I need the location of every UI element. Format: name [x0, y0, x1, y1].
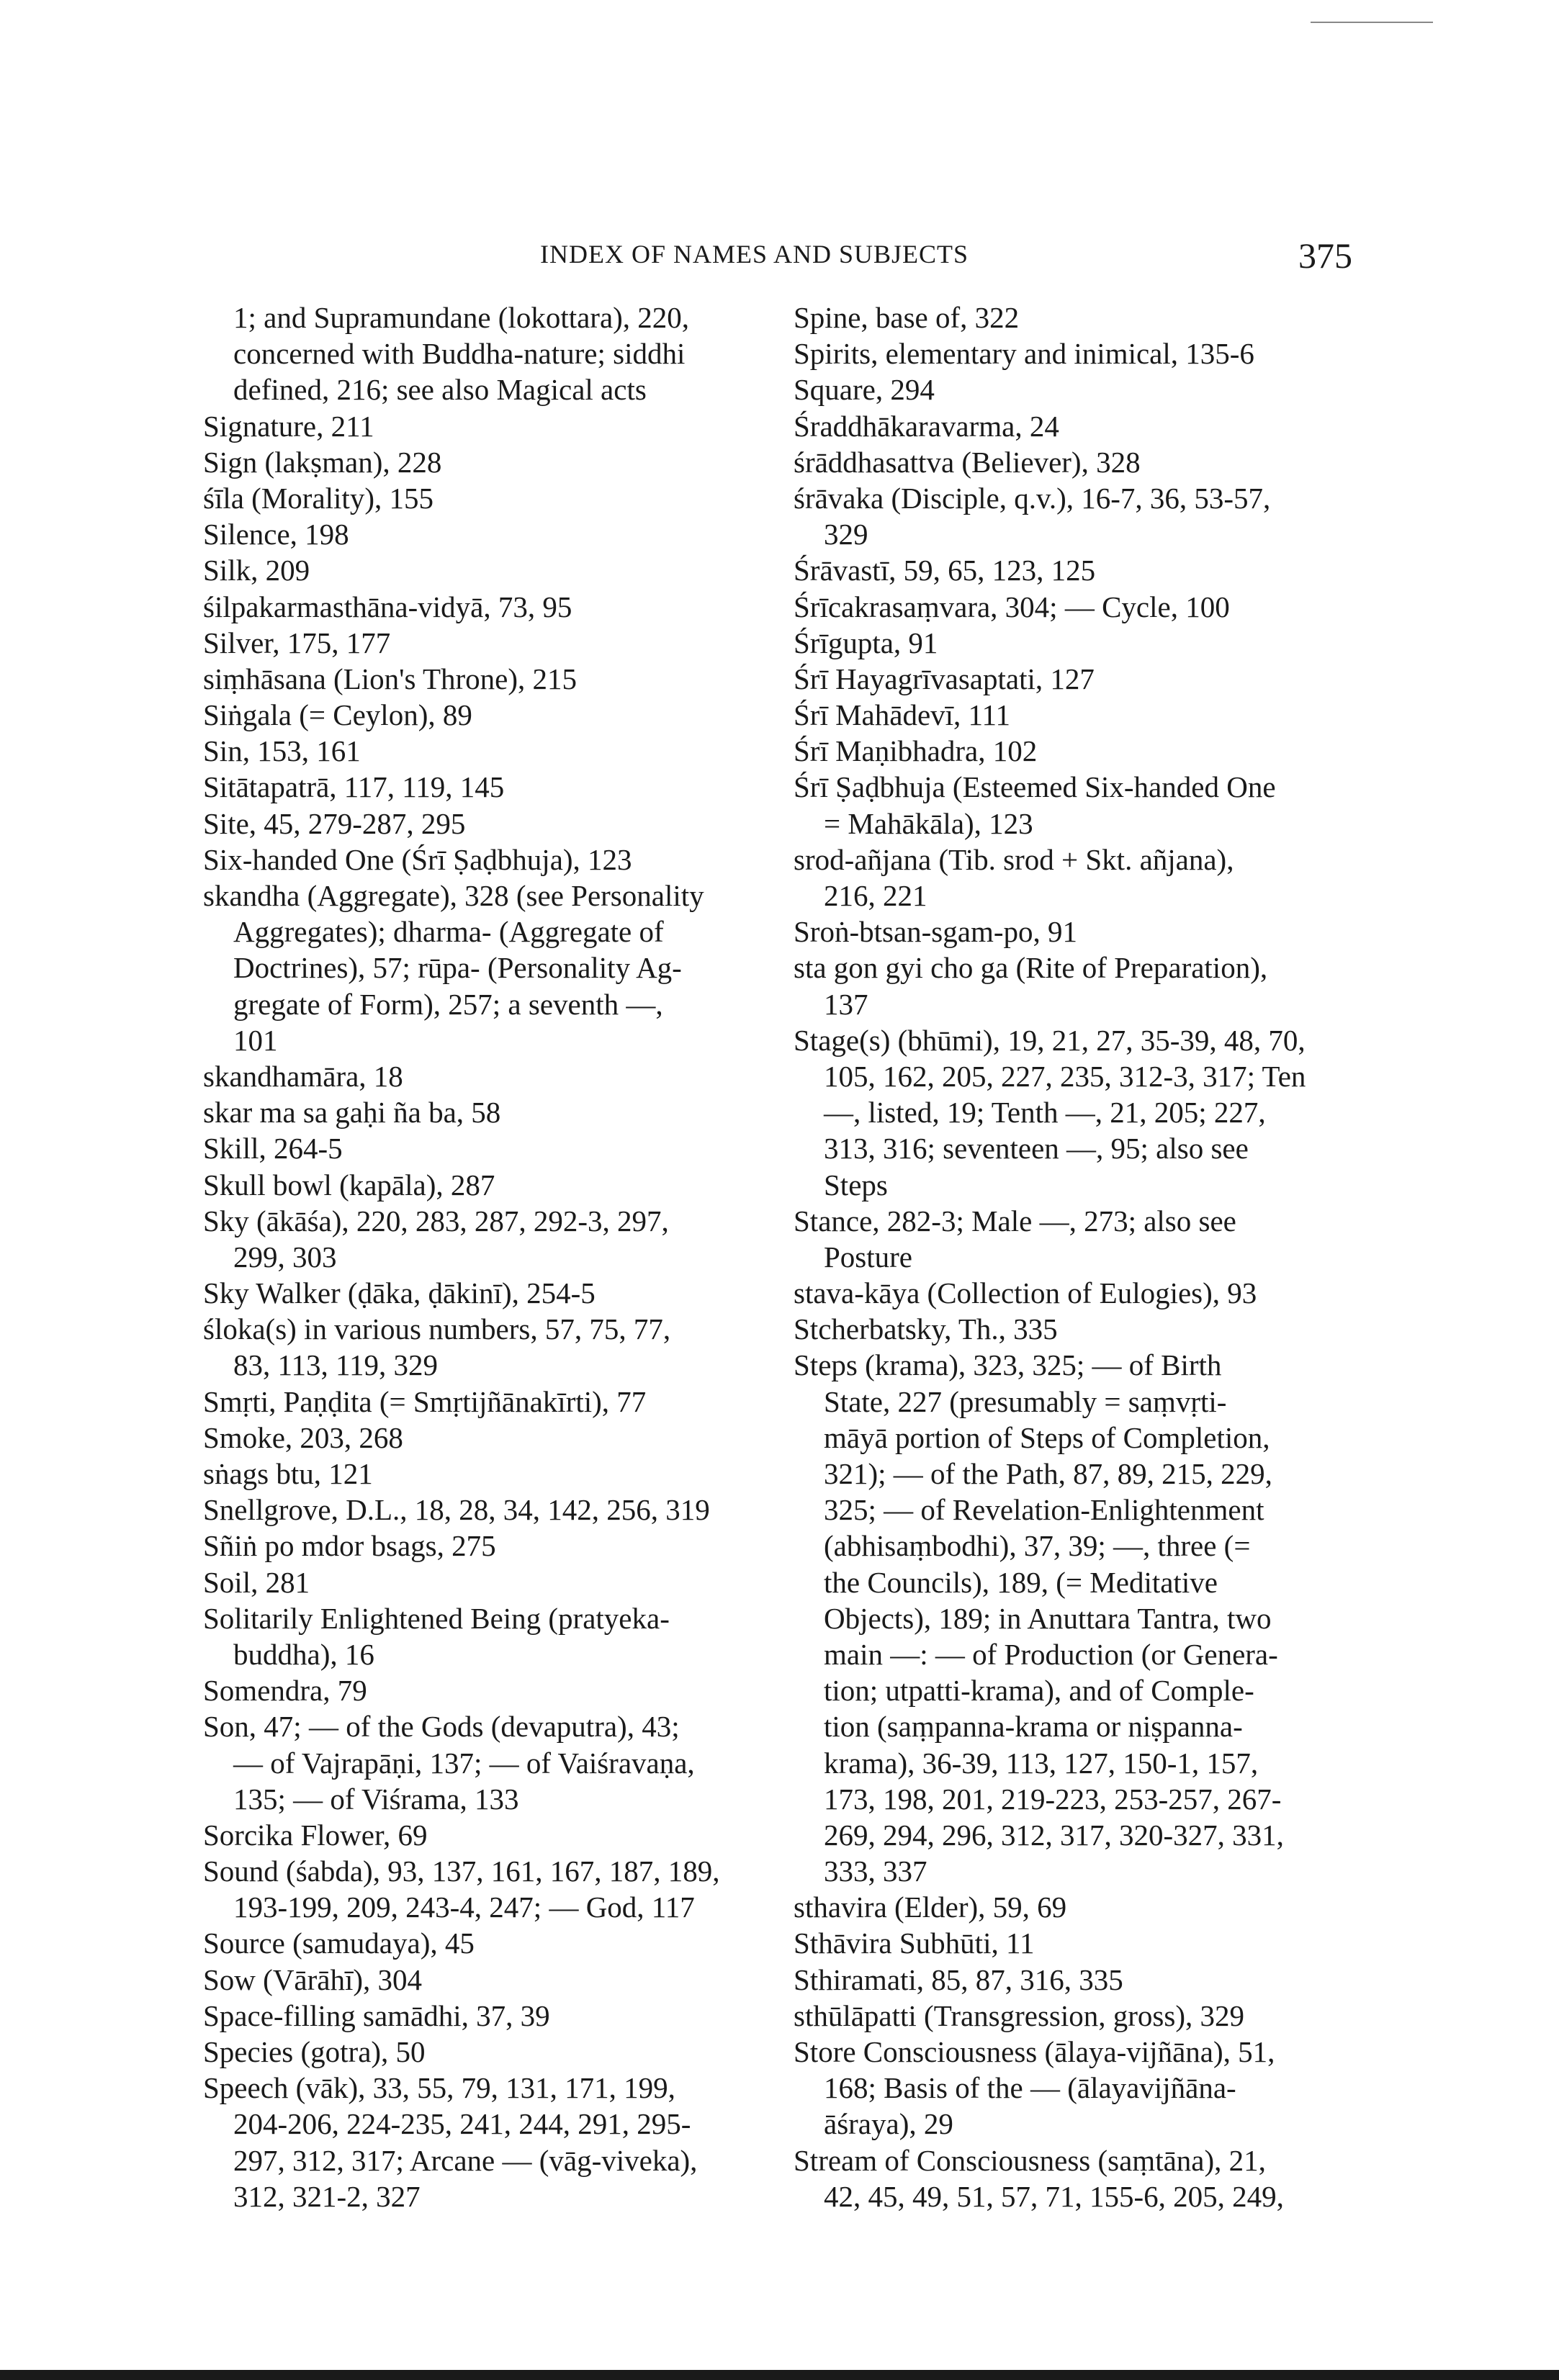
index-entry-line: Steps (krama), 323, 325; — of Birth: [794, 1348, 1222, 1382]
index-entry-line: 325; — of Revelation-Enlightenment: [824, 1493, 1264, 1527]
index-entry-line: Stage(s) (bhūmi), 19, 21, 27, 35-39, 48, 70,: [794, 1023, 1306, 1057]
index-entry-line: māyā portion of Steps of Completion,: [824, 1420, 1270, 1454]
index-entry-line: Sorcika Flower, 69: [203, 1818, 428, 1852]
index-entry-line: Śrī Ṣaḍbhuja (Esteemed Six-handed One: [794, 770, 1276, 804]
index-entry-line: 216, 221: [824, 879, 927, 912]
index-entry-line: Sitātapatrā, 117, 119, 145: [203, 770, 505, 804]
index-entry-line: Aggregates); dharma- (Aggregate of: [233, 915, 664, 949]
index-entry-line: 313, 316; seventeen —, 95; also see: [824, 1132, 1249, 1166]
index-entry-line: 105, 162, 205, 227, 235, 312-3, 317; Ten: [824, 1059, 1306, 1093]
index-entry-line: Siṅgala (= Ceylon), 89: [203, 698, 472, 732]
index-entry-line: Sin, 153, 161: [203, 734, 361, 768]
index-entry-line: Species (gotra), 50: [203, 2035, 426, 2068]
index-entry-line: Śraddhākaravarma, 24: [794, 409, 1059, 443]
index-entry-line: Skill, 264-5: [203, 1132, 343, 1166]
index-entry-line: concerned with Buddha-nature; siddhi: [233, 337, 686, 371]
index-entry-line: (abhisaṃbodhi), 37, 39; —, three (=: [824, 1529, 1251, 1563]
index-entry-line: buddha), 16: [233, 1637, 374, 1671]
index-entry-line: Śrī Mahādevī, 111: [794, 698, 1010, 732]
index-entry-line: Skull bowl (kapāla), 287: [203, 1168, 495, 1202]
index-entry-line: sthūlāpatti (Transgression, gross), 329: [794, 1998, 1244, 2032]
index-entry-line: main —: — of Production (or Genera-: [824, 1637, 1278, 1671]
index-entry-line: Sign (lakṣman), 228: [203, 445, 442, 479]
index-entry-line: Source (samudaya), 45: [203, 1926, 475, 1960]
index-entry-line: Steps: [824, 1168, 888, 1202]
index-entry-line: Son, 47; — of the Gods (devaputra), 43;: [203, 1710, 680, 1744]
index-entry-line: Store Consciousness (ālaya-vijñāna), 51,: [794, 2035, 1275, 2068]
index-entry-line: 329: [824, 518, 868, 551]
index-entry-line: Space-filling samādhi, 37, 39: [203, 1998, 550, 2032]
index-entry-line: Stance, 282-3; Male —, 273; also see: [794, 1204, 1236, 1238]
index-entry-line: Silver, 175, 177: [203, 626, 391, 659]
index-entry-line: 321); — of the Path, 87, 89, 215, 229,: [824, 1457, 1272, 1490]
index-entry-line: srod-añjana (Tib. srod + Skt. añjana),: [794, 842, 1234, 876]
index-entry-line: 299, 303: [233, 1240, 337, 1274]
index-column-right: [794, 299, 1352, 2214]
index-entry-line: Doctrines), 57; rūpa- (Personality Ag-: [233, 951, 682, 985]
page-number: 375: [1298, 235, 1352, 276]
index-entry-line: gregate of Form), 257; a seventh —,: [233, 987, 663, 1021]
index-entry-line: 1; and Supramundane (lokottara), 220,: [233, 301, 690, 334]
index-entry-line: Sky Walker (ḍāka, ḍākinī), 254-5: [203, 1276, 596, 1310]
index-entry-line: Posture: [824, 1240, 912, 1274]
index-entry-line: —, listed, 19; Tenth —, 21, 205; 227,: [824, 1096, 1266, 1130]
index-entry-line: siṃhāsana (Lion's Throne), 215: [203, 662, 578, 695]
index-entry-line: sṅags btu, 121: [203, 1457, 373, 1490]
index-column-left: [203, 299, 761, 2214]
index-entry-line: Six-handed One (Śrī Ṣaḍbhuja), 123: [203, 842, 632, 876]
index-entry-line: Silk, 209: [203, 554, 310, 587]
index-entry-line: stava-kāya (Collection of Eulogies), 93: [794, 1276, 1257, 1310]
index-entry-line: 42, 45, 49, 51, 57, 71, 155-6, 205, 249,: [824, 2179, 1284, 2213]
index-entry-line: Silence, 198: [203, 518, 349, 551]
index-entry-line: 297, 312, 317; Arcane — (vāg-viveka),: [233, 2143, 698, 2177]
index-entry-line: Speech (vāk), 33, 55, 79, 131, 171, 199,: [203, 2071, 675, 2105]
index-entry-line: Śrīgupta, 91: [794, 626, 938, 659]
index-entry-line: tion; utpatti-krama), and of Comple-: [824, 1674, 1254, 1708]
index-entry-line: skandha (Aggregate), 328 (see Personality: [203, 879, 704, 912]
scan-edge: [0, 2370, 1559, 2380]
index-entry-line: 193-199, 209, 243-4, 247; — God, 117: [233, 1890, 695, 1924]
index-entry-line: Square, 294: [794, 373, 935, 407]
index-entry-line: Spine, base of, 322: [794, 301, 1020, 334]
index-entry-line: defined, 216; see also Magical acts: [233, 373, 647, 407]
index-entry-line: Śrī Maṇibhadra, 102: [794, 734, 1038, 768]
index-entry-line: Sound (śabda), 93, 137, 161, 167, 187, 189,: [203, 1854, 720, 1888]
index-entry-line: 204-206, 224-235, 241, 244, 291, 295-: [233, 2107, 691, 2141]
index-entry-line: Śrī Hayagrīvasaptati, 127: [794, 662, 1095, 695]
index-entry-line: Soil, 281: [203, 1565, 310, 1599]
index-entry-line: Signature, 211: [203, 409, 374, 443]
index-entry-line: śrāvaka (Disciple, q.v.), 16-7, 36, 53-57,: [794, 481, 1271, 515]
index-entry-line: Snellgrove, D.L., 18, 28, 34, 142, 256, 319: [203, 1493, 710, 1527]
index-entry-line: 101: [233, 1023, 278, 1057]
index-entry-line: sta gon gyi cho ga (Rite of Preparation),: [794, 951, 1268, 985]
index-entry-line: Somendra, 79: [203, 1674, 367, 1708]
index-entry-line: 137: [824, 987, 868, 1021]
index-entry-line: 83, 113, 119, 329: [233, 1348, 438, 1382]
index-entry-line: śīla (Morality), 155: [203, 481, 433, 515]
index-entry-line: Sow (Vārāhī), 304: [203, 1962, 423, 1996]
index-entry-line: āśraya), 29: [824, 2107, 953, 2141]
index-entry-line: Solitarily Enlightened Being (pratyeka-: [203, 1601, 670, 1635]
index-entry-line: krama), 36-39, 113, 127, 150-1, 157,: [824, 1746, 1259, 1780]
index-entry-line: — of Vajrapāṇi, 137; — of Vaiśravaṇa,: [233, 1746, 695, 1780]
index-entry-line: śrāddhasattva (Believer), 328: [794, 445, 1141, 479]
index-entry-line: 312, 321-2, 327: [233, 2179, 421, 2213]
index-entry-line: Smoke, 203, 268: [203, 1420, 403, 1454]
index-entry-line: = Mahākāla), 123: [824, 806, 1033, 840]
index-entry-line: Objects), 189; in Anuttara Tantra, two: [824, 1601, 1272, 1635]
index-entry-line: Sroṅ-btsan-sgam-po, 91: [794, 915, 1078, 949]
index-entry-line: Site, 45, 279-287, 295: [203, 806, 466, 840]
index-entry-line: 333, 337: [824, 1854, 927, 1888]
index-entry-line: Sthiramati, 85, 87, 316, 335: [794, 1962, 1123, 1996]
index-entry-line: sthavira (Elder), 59, 69: [794, 1890, 1067, 1924]
index-entry-line: Stcherbatsky, Th., 335: [794, 1312, 1058, 1346]
index-entry-line: śilpakarmasthāna-vidyā, 73, 95: [203, 590, 572, 623]
index-entry-line: tion (saṃpanna-krama or niṣpanna-: [824, 1710, 1243, 1744]
index-entry-line: skar ma sa gaḥi ña ba, 58: [203, 1096, 501, 1130]
index-entry-line: Stream of Consciousness (saṃtāna), 21,: [794, 2143, 1266, 2177]
index-entry-line: State, 227 (presumably = saṃvṛti-: [824, 1384, 1227, 1418]
index-entry-line: Sthāvira Subhūti, 11: [794, 1926, 1035, 1960]
index-entry-line: śloka(s) in various numbers, 57, 75, 77,: [203, 1312, 671, 1346]
running-head: INDEX OF NAMES AND SUBJECTS: [540, 240, 969, 269]
top-rule: [1311, 22, 1433, 23]
index-entry-line: Sky (ākāśa), 220, 283, 287, 292-3, 297,: [203, 1204, 669, 1238]
index-entry-line: Śrīcakrasaṃvara, 304; — Cycle, 100: [794, 590, 1230, 623]
index-entry-line: 173, 198, 201, 219-223, 253-257, 267-: [824, 1782, 1282, 1816]
index-entry-line: 135; — of Viśrama, 133: [233, 1782, 519, 1816]
index-entry-line: the Councils), 189, (= Meditative: [824, 1565, 1218, 1599]
index-entry-line: Sñiṅ po mdor bsags, 275: [203, 1529, 496, 1563]
index-entry-line: 168; Basis of the — (ālayavijñāna-: [824, 2071, 1236, 2105]
index-entry-line: Smṛti, Paṇḍita (= Smṛtijñānakīrti), 77: [203, 1384, 647, 1418]
index-entry-line: skandhamāra, 18: [203, 1059, 403, 1093]
index-entry-line: Spirits, elementary and inimical, 135-6: [794, 337, 1254, 371]
index-entry-line: 269, 294, 296, 312, 317, 320-327, 331,: [824, 1818, 1284, 1852]
index-entry-line: Śrāvastī, 59, 65, 123, 125: [794, 554, 1096, 587]
